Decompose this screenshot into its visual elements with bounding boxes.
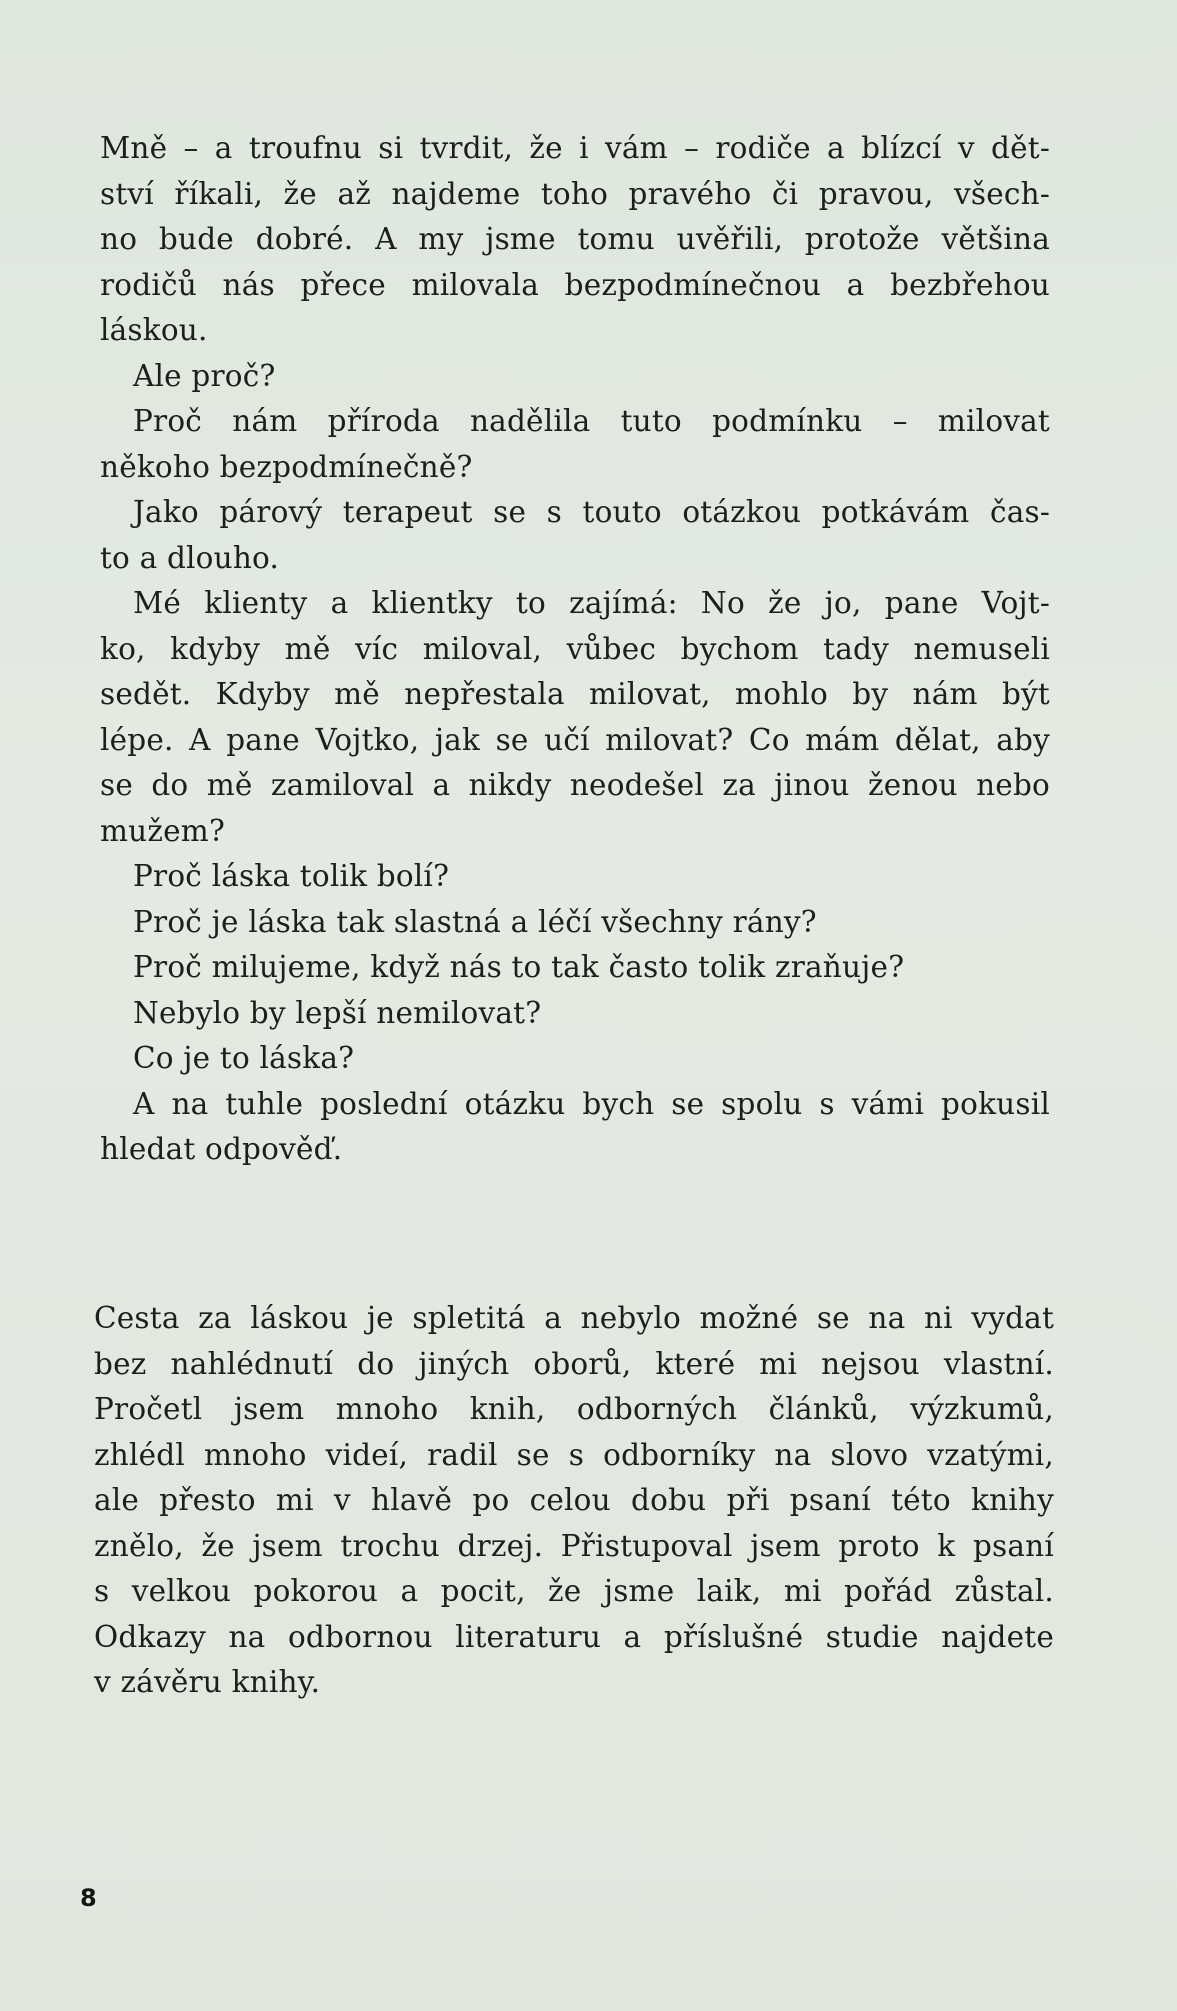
text-line: hledat odpověď. (100, 1132, 343, 1166)
text-line: rodičů nás přece milovala bezpodmínečnou a bezbřehou (100, 267, 1050, 302)
text-line: se do mě zamiloval a nikdy neodešel za jinou ženou nebo (100, 768, 1050, 802)
text-line: Mně – a troufnu si tvrdit, že i vám – rodiče a blízcí v dět- (100, 131, 1050, 165)
paragraph (100, 490, 1050, 581)
paragraph (100, 399, 1050, 490)
text-line: láskou. (100, 313, 208, 347)
text-line: ství říkali, že až najdeme toho pravého či pravou, všech- (100, 176, 1050, 211)
text-line: Jako párový terapeut se s touto otázkou potkávám čas- (133, 495, 1050, 529)
text-line: někoho bezpodmínečně? (100, 449, 473, 484)
text-line: mužem? (100, 813, 225, 848)
paragraph (100, 1036, 1050, 1082)
text-line: Ale proč? (133, 358, 276, 393)
paragraph (100, 354, 1050, 400)
text-line: zhlédl mnoho videí, radil se s odborníky na slovo vzatými, (94, 1437, 1054, 1472)
text-line: lépe. A pane Vojtko, jak se učí milovat? Co mám dělat, aby (100, 722, 1050, 757)
paragraph (100, 945, 1050, 991)
section-intro (100, 126, 1050, 1173)
text-line: Proč milujeme, když nás to tak často tolik zraňuje? (133, 950, 905, 984)
text-line: Pročetl jsem mnoho knih, odborných článků, výzkumů, (94, 1392, 1054, 1426)
text-line: ko, kdyby mě víc miloval, vůbec bychom tady nemuseli (100, 631, 1050, 666)
text-line: bez nahlédnutí do jiných oborů, které mi nejsou vlastní. (94, 1346, 1054, 1381)
text-line: A na tuhle poslední otázku bych se spolu s vámi pokusil (133, 1086, 1050, 1121)
page-number: 8 (80, 1884, 97, 1912)
section-sources (94, 1296, 1054, 1706)
text-line: Proč nám příroda nadělila tuto podmínku – milovat (133, 404, 1050, 438)
text-line: Proč láska tolik bolí? (133, 859, 450, 893)
text-line: Nebylo by lepší nemilovat? (133, 995, 542, 1030)
paragraph (100, 1082, 1050, 1173)
text-line: znělo, že jsem trochu drzej. Přistupoval jsem proto k psaní (94, 1528, 1054, 1563)
text-line: Co je to láska? (133, 1041, 355, 1075)
text-line: sedět. Kdyby mě nepřestala milovat, mohlo by nám být (100, 677, 1050, 711)
paragraph (100, 581, 1050, 854)
text-line: Cesta za láskou je spletitá a nebylo možné se na ni vydat (94, 1301, 1054, 1335)
text-line: Odkazy na odbornou literaturu a příslušné studie najdete (94, 1619, 1054, 1654)
paragraph (100, 854, 1050, 900)
paragraph (100, 126, 1050, 354)
text-line: Mé klienty a klientky to zajímá: No že jo, pane Vojt- (133, 586, 1050, 620)
text-line: to a dlouho. (100, 540, 280, 575)
paragraph (100, 991, 1050, 1037)
paragraph (94, 1296, 1054, 1706)
text-line: Proč je láska tak slastná a léčí všechny rány? (133, 904, 817, 939)
paragraph (100, 900, 1050, 946)
text-line: ale přesto mi v hlavě po celou dobu při psaní této knihy (94, 1483, 1054, 1517)
text-line: no bude dobré. A my jsme tomu uvěřili, protože většina (100, 222, 1050, 256)
text-line: s velkou pokorou a pocit, že jsme laik, mi pořád zůstal. (94, 1574, 1054, 1608)
text-line: v závěru knihy. (94, 1665, 321, 1699)
